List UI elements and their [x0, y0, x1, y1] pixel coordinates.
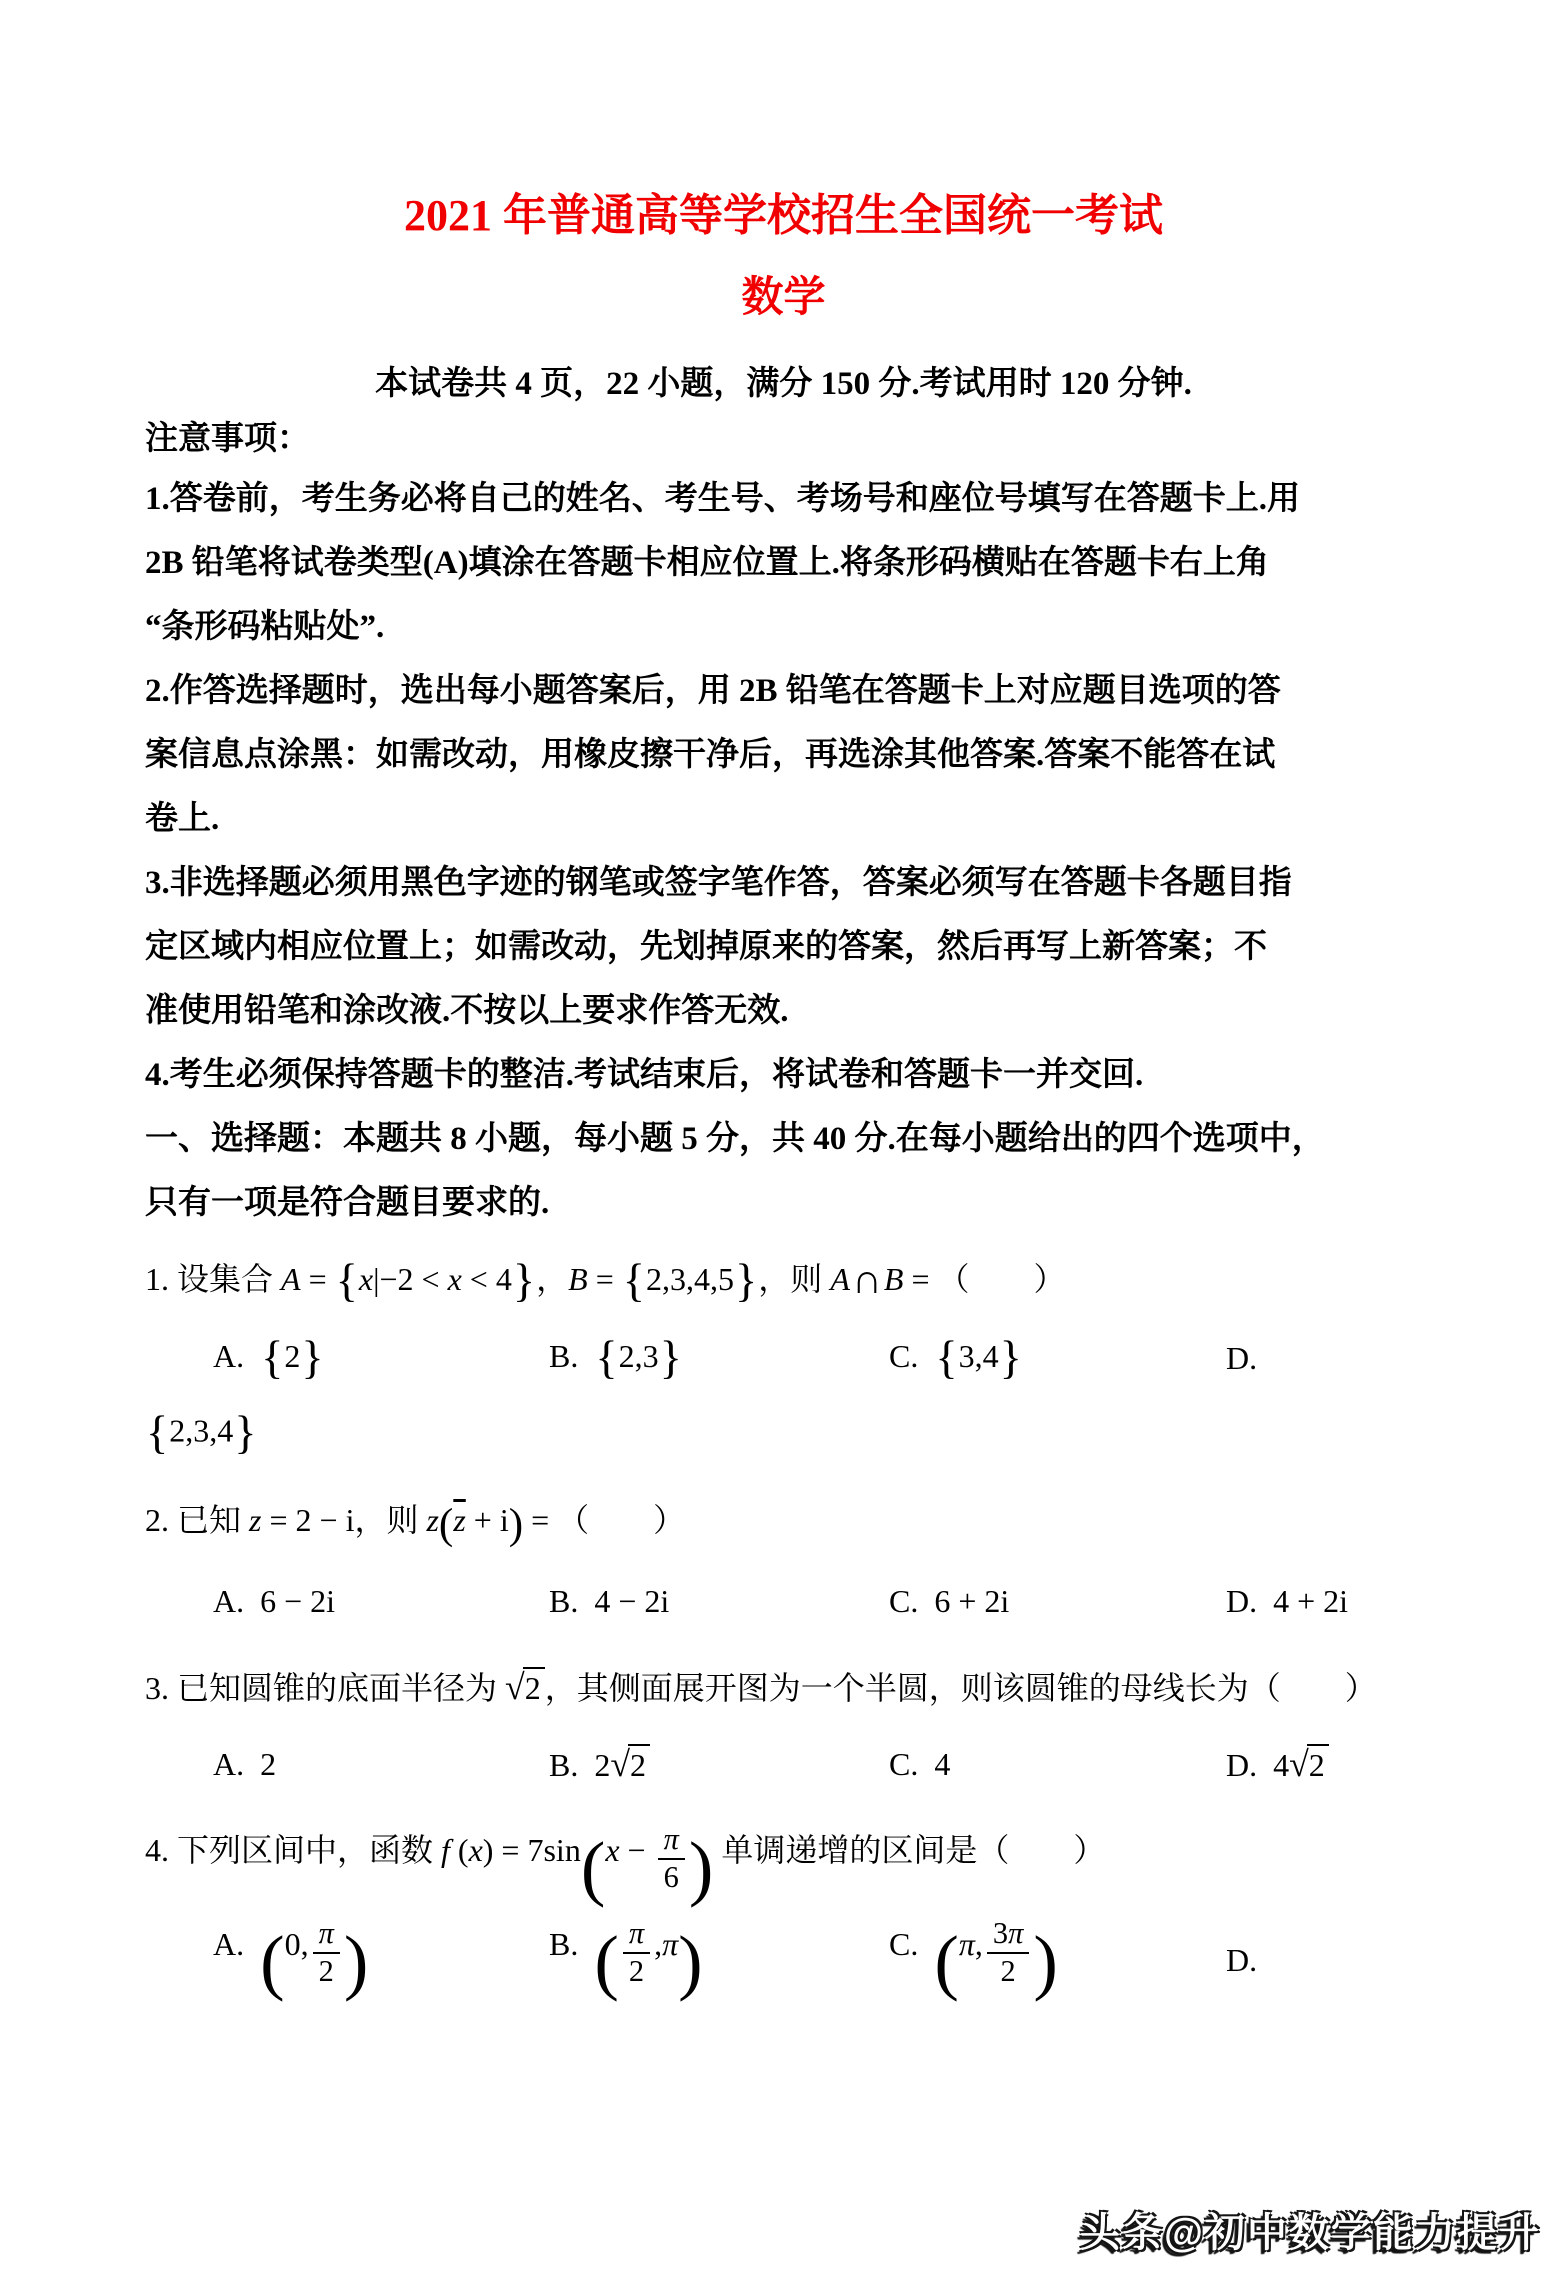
option-item	[549, 1332, 889, 1385]
conjugate-variable: $\overline{z}$	[453, 1502, 466, 1539]
math-text: 单调递增的区间是（ ）	[713, 1832, 1106, 1869]
exam-info-line: 本试卷共 4 页，22 小题，满分 150 分.考试用时 120 分钟.	[375, 366, 1192, 402]
math-text: 2	[284, 1338, 301, 1374]
right-brace: }	[735, 1256, 758, 1308]
math-text: 6 + 2i	[934, 1582, 1010, 1619]
questions	[145, 1247, 1422, 2004]
question-stem	[145, 1488, 1422, 1557]
right-brace: }	[999, 1333, 1022, 1385]
section-header	[145, 1107, 1422, 1235]
square-root	[505, 1667, 545, 1708]
right-brace: }	[301, 1333, 324, 1385]
notice-line: 案信息点涂黑：如需改动，用橡皮擦干净后，再选涂其他答案.答案不能答在试	[145, 737, 1276, 773]
left-paren: (	[260, 1920, 285, 2003]
option-label: D.	[1226, 1747, 1258, 1784]
option-item	[549, 1583, 889, 1620]
left-paren: (	[594, 1920, 619, 2003]
question-stem	[145, 1655, 1422, 1720]
radicand: 2	[523, 1667, 545, 1706]
option-label: B.	[549, 1747, 579, 1784]
left-brace: {	[335, 1256, 358, 1308]
math-text: 2	[594, 1747, 611, 1784]
options-row	[145, 1575, 1422, 1627]
math-text: =	[587, 1261, 622, 1297]
options-row	[145, 1332, 1422, 1385]
fraction-denominator: 6	[663, 1860, 679, 1895]
math-text: ,	[974, 1926, 983, 1963]
option-item	[549, 1917, 889, 2004]
fraction	[987, 1917, 1029, 1988]
option-content	[260, 1746, 276, 1782]
math-variable: A	[830, 1261, 850, 1297]
option-content	[260, 1916, 369, 2003]
notice-list	[145, 467, 1422, 1107]
left-brace: {	[622, 1256, 646, 1308]
left-paren: (	[438, 1501, 454, 1549]
option-item	[549, 1743, 889, 1785]
fraction-denominator: 2	[318, 1954, 334, 1989]
math-text: 2. 已知	[145, 1502, 250, 1539]
notice-line: 2B 铅笔将试卷类型(A)填涂在答题卡相应位置上.将条形码横贴在答题卡右上角	[145, 545, 1269, 581]
math-variable: B	[568, 1261, 588, 1297]
right-brace: }	[512, 1256, 536, 1308]
notice-line: “条形码粘贴处”.	[145, 609, 385, 645]
square-root	[610, 1744, 650, 1785]
radicand: 2	[628, 1744, 650, 1783]
question-stem	[145, 1818, 1422, 1909]
option-label: C.	[889, 1745, 919, 1782]
question-block	[145, 1488, 1422, 1627]
option-item	[1226, 1942, 1422, 1979]
fraction	[623, 1917, 650, 1988]
notice-line: 2.作答选择题时，选出每小题答案后，用 2B 铅笔在答题卡上对应题目选项的答	[145, 673, 1281, 709]
fraction-denominator: 2	[1000, 1954, 1016, 1989]
math-text: 4	[934, 1745, 951, 1782]
left-brace: {	[146, 1408, 169, 1460]
option-item	[213, 1746, 549, 1783]
option-label: D.	[1226, 1340, 1258, 1377]
option-label: D.	[1226, 1582, 1258, 1619]
section-header-line: 一、选择题：本题共 8 小题，每小题 5 分，共 40 分.在每小题给出的四个选项中，	[145, 1121, 1325, 1157]
math-text: 2,3,4	[169, 1413, 234, 1449]
notice-line: 3.非选择题必须用黑色字迹的钢笔或签字笔作答，答案必须写在答题卡各题目指	[145, 865, 1292, 901]
fraction-numerator: π	[658, 1823, 685, 1860]
option-label: B.	[549, 1338, 579, 1374]
option-label: B.	[549, 1582, 579, 1619]
option-item	[889, 1332, 1226, 1385]
option-label: C.	[889, 1582, 919, 1619]
math-text: 2,3	[618, 1338, 659, 1374]
math-variable: π	[662, 1926, 679, 1963]
question-block	[145, 1655, 1422, 1790]
option-label: A.	[213, 1338, 245, 1374]
math-text: 4	[1273, 1747, 1290, 1784]
fraction	[313, 1917, 340, 1988]
math-variable: f	[441, 1832, 450, 1869]
page-title: 2021 年普通高等学校招生全国统一考试	[404, 191, 1163, 240]
option-overflow-line	[145, 1407, 1422, 1460]
option-label: C.	[889, 1926, 919, 1963]
math-text: = 2 − i，则	[261, 1502, 427, 1539]
option-content	[934, 1583, 1009, 1619]
math-text: (	[449, 1832, 469, 1869]
notice-heading: 注意事项：	[145, 421, 310, 457]
right-paren: )	[1033, 1920, 1058, 2003]
option-content	[594, 1583, 669, 1619]
math-variable: π	[958, 1926, 975, 1963]
math-text: 4 − 2i	[594, 1582, 670, 1619]
notice-line: 4.考生必须保持答题卡的整洁.考试结束后，将试卷和答题卡一并交回.	[145, 1057, 1144, 1093]
option-content	[934, 1746, 950, 1782]
right-paren: )	[688, 1826, 714, 1909]
right-brace: }	[659, 1333, 682, 1385]
notice-line: 准使用铅笔和涂改液.不按以上要求作答无效.	[145, 993, 789, 1029]
option-item	[1226, 1743, 1422, 1785]
option-label: B.	[549, 1926, 579, 1963]
radical-sign: √	[505, 1667, 525, 1708]
option-item	[1226, 1583, 1422, 1620]
math-text: 2,3,4,5	[646, 1261, 735, 1297]
math-text: ,	[654, 1926, 663, 1963]
option-content	[934, 1333, 1023, 1385]
math-text: 4 + 2i	[1273, 1582, 1349, 1619]
square-root	[1289, 1744, 1329, 1785]
options-row	[145, 1738, 1422, 1790]
question-stem	[145, 1247, 1422, 1314]
question-block	[145, 1247, 1422, 1460]
math-text: 1. 设集合	[145, 1261, 282, 1297]
left-brace: {	[595, 1333, 618, 1385]
left-paren: (	[934, 1920, 959, 2003]
option-item	[213, 1917, 549, 2004]
radicand: 2	[1307, 1744, 1329, 1783]
options-row	[145, 1917, 1422, 2004]
option-content	[1273, 1744, 1329, 1785]
fraction	[658, 1823, 685, 1894]
left-paren: (	[580, 1826, 606, 1909]
math-variable: x	[358, 1261, 374, 1297]
fraction-numerator: π	[623, 1917, 650, 1954]
math-text: 6 − 2i	[260, 1582, 336, 1619]
option-content	[594, 1916, 703, 2003]
radical-sign: √	[1289, 1744, 1309, 1785]
math-variable: z	[426, 1502, 439, 1539]
math-text: =	[300, 1261, 335, 1297]
option-label: D.	[1226, 1942, 1258, 1979]
math-text: 2	[260, 1745, 277, 1782]
math-text: 4. 下列区间中，函数	[145, 1832, 442, 1869]
fraction-denominator: 2	[628, 1954, 645, 1989]
question-block	[145, 1818, 1422, 2004]
math-text: |−2 <	[373, 1261, 448, 1297]
left-brace: {	[935, 1333, 958, 1385]
right-paren: )	[678, 1920, 703, 2003]
option-item	[213, 1583, 549, 1620]
option-content	[934, 1916, 1058, 2003]
math-text: ，则	[758, 1261, 831, 1297]
subject-title: 数学	[741, 275, 826, 321]
math-text: 3. 已知圆锥的底面半径为	[145, 1670, 506, 1707]
math-variable: z	[249, 1502, 262, 1539]
math-text: + i	[465, 1502, 509, 1539]
option-content	[260, 1583, 335, 1619]
right-brace: }	[234, 1408, 257, 1460]
option-label: C.	[889, 1338, 919, 1374]
intersection-symbol: ∩	[851, 1256, 882, 1303]
right-paren: )	[508, 1501, 524, 1549]
option-item	[889, 1746, 1226, 1783]
math-variable: x	[605, 1832, 620, 1869]
math-text: 3,4	[958, 1338, 999, 1374]
math-variable: A	[281, 1261, 301, 1297]
fraction-numerator: 3π	[987, 1917, 1029, 1954]
option-item	[213, 1332, 549, 1385]
radical-sign: √	[610, 1744, 631, 1785]
option-label: A.	[213, 1745, 245, 1782]
option-content	[594, 1744, 650, 1785]
option-content	[260, 1333, 325, 1385]
right-paren: )	[343, 1920, 369, 2003]
math-text: ) = 7sin	[482, 1832, 581, 1869]
math-text: −	[619, 1832, 654, 1869]
option-content	[1273, 1583, 1348, 1619]
math-text: = （ ）	[523, 1502, 686, 1539]
math-text: < 4	[461, 1261, 512, 1297]
math-variable: x	[468, 1832, 483, 1869]
section-header-line: 只有一项是符合题目要求的.	[145, 1185, 550, 1221]
left-brace: {	[261, 1333, 284, 1385]
option-label: A.	[213, 1926, 245, 1963]
math-text: ，	[536, 1261, 569, 1297]
fraction-numerator: π	[313, 1917, 340, 1954]
notice-line: 卷上.	[145, 801, 220, 837]
math-text: ，其侧面展开图为一个半圆，则该圆锥的母线长为（ ）	[544, 1670, 1377, 1707]
notice-line: 1.答卷前，考生务必将自己的姓名、考生号、考场号和座位号填写在答题卡上.用	[145, 481, 1300, 517]
math-variable: x	[447, 1261, 462, 1297]
math-text: = （ ）	[903, 1261, 1066, 1297]
option-item	[1226, 1340, 1422, 1377]
math-text: 0,	[284, 1926, 309, 1963]
math-variable: B	[883, 1261, 904, 1297]
option-content	[594, 1333, 683, 1385]
watermark: 头条@初中数学能力提升	[1079, 2211, 1541, 2255]
option-item	[889, 1583, 1226, 1620]
option-label: A.	[213, 1582, 245, 1619]
notice-line: 定区域内相应位置上；如需改动，先划掉原来的答案，然后再写上新答案；不	[145, 929, 1267, 965]
option-item	[889, 1917, 1226, 2004]
